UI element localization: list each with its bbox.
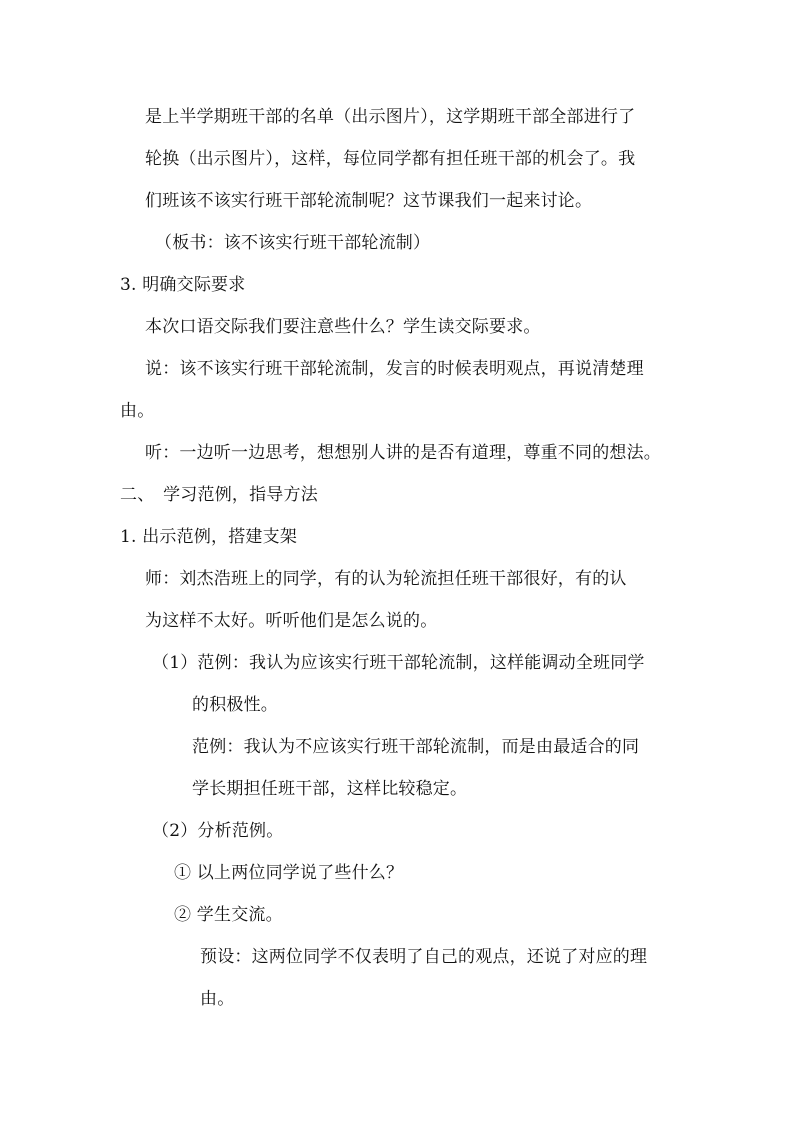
preset-answer-cont: 由。 [200, 989, 235, 1009]
subsection-heading-1: 1. 出示范例，搭建支架 [120, 527, 298, 547]
paragraph-line-13: 为这样不太好。听听他们是怎么说的。 [145, 611, 438, 631]
paragraph-line-6: 本次口语交际我们要注意些什么？学生读交际要求。 [145, 317, 541, 337]
paragraph-line-9: 听：一边听一边思考，想想别人讲的是否有道理，尊重不同的想法。 [145, 443, 661, 463]
board-note: （板书：该不该实行班干部轮流制） [155, 233, 431, 253]
paragraph-line-1: 是上半学期班干部的名单（出示图片），这学期班干部全部进行了 [145, 107, 636, 127]
section-heading-two: 二、 学习范例，指导方法 [120, 485, 318, 505]
example-item-1: （1）范例：我认为应该实行班干部轮流制，这样能调动全班同学 [152, 653, 645, 673]
analysis-step-1: ① 以上两位同学说了些什么？ [174, 863, 404, 883]
paragraph-line-8: 由。 [120, 401, 155, 421]
section-heading-3: 3. 明确交际要求 [120, 275, 246, 295]
paragraph-line-12: 师：刘杰浩班上的同学，有的认为轮流担任班干部很好，有的认 [145, 569, 627, 589]
paragraph-line-7: 说：该不该实行班干部轮流制，发言的时候表明观点，再说清楚理 [145, 359, 644, 379]
paragraph-line-2: 轮换（出示图片），这样，每位同学都有担任班干部的机会了。我 [145, 149, 636, 169]
example-item-2-cont: 学长期担任班干部，这样比较稳定。 [192, 779, 468, 799]
preset-answer: 预设：这两位同学不仅表明了自己的观点，还说了对应的理 [200, 947, 648, 967]
example-item-1-cont: 的积极性。 [192, 695, 278, 715]
paragraph-line-3: 们班该不该实行班干部轮流制呢？这节课我们一起来讨论。 [145, 191, 593, 211]
analysis-step-2: ② 学生交流。 [174, 905, 283, 925]
example-item-2: 范例：我认为不应该实行班干部轮流制，而是由最适合的同 [192, 737, 640, 757]
analysis-heading: （2）分析范例。 [152, 821, 284, 841]
